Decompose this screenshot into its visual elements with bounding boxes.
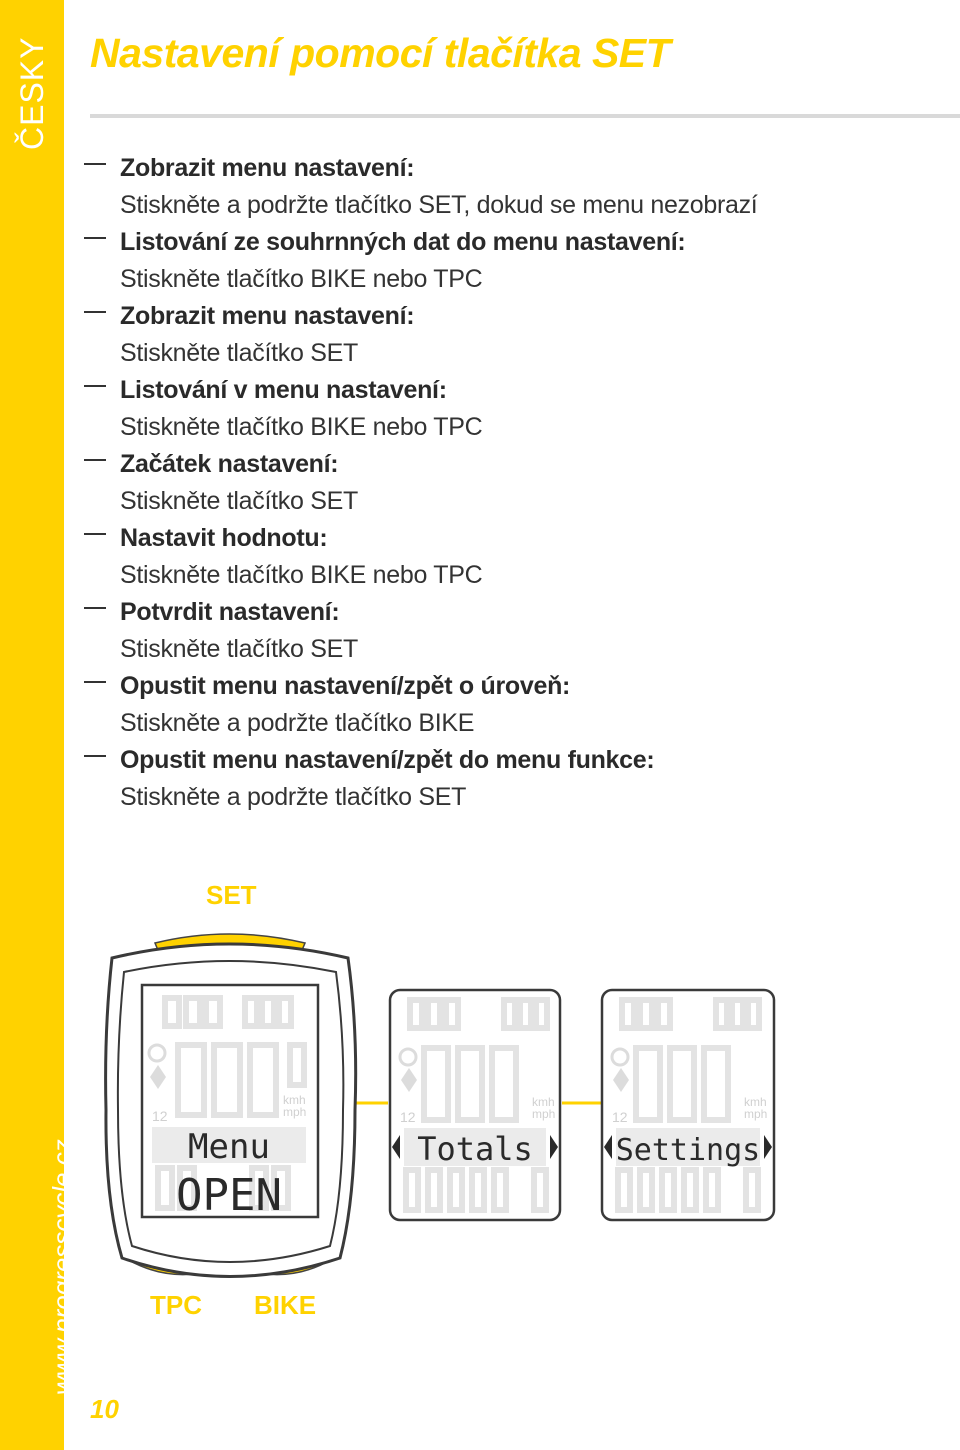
language-label: ČESKY — [14, 36, 50, 150]
item-description: Stiskněte a podržte tlačítko SET — [120, 783, 467, 811]
item-title: Opustit menu nastavení/zpět o úroveň: — [120, 672, 571, 700]
screen-settings — [602, 990, 774, 1220]
display-settings-text: Settings — [615, 1133, 761, 1168]
screen-totals — [390, 990, 560, 1220]
speed-num: 12 — [612, 1109, 628, 1125]
item-title: Zobrazit menu nastavení: — [120, 154, 415, 182]
item-title: Nastavit hodnotu: — [120, 524, 328, 552]
tpc-button-label: TPC — [150, 1290, 202, 1320]
unit-kmh: kmh — [283, 1093, 306, 1107]
item-title: Listování v menu nastavení: — [120, 376, 447, 404]
item-title: Potvrdit nastavení: — [120, 598, 340, 626]
unit-mph: mph — [744, 1107, 768, 1121]
main-device — [106, 934, 356, 1277]
item-title: Začátek nastavení: — [120, 450, 339, 478]
website-url[interactable]: www.progresscycle.cz — [47, 1139, 77, 1395]
speed-num: 12 — [152, 1108, 168, 1124]
speed-num: 12 — [400, 1109, 416, 1125]
unit-kmh: kmh — [532, 1095, 555, 1109]
item-title: Listování ze souhrnných dat do menu nastavení: — [120, 228, 686, 256]
set-button-label: SET — [206, 880, 257, 910]
item-description: Stiskněte tlačítko SET — [120, 487, 358, 515]
item-description: Stiskněte tlačítko SET — [120, 635, 358, 663]
item-description: Stiskněte a podržte tlačítko SET, dokud se menu nezobrazí — [120, 191, 758, 219]
item-description: Stiskněte tlačítko SET — [120, 339, 358, 367]
item-description: Stiskněte a podržte tlačítko BIKE — [120, 709, 475, 737]
item-title: Opustit menu nastavení/zpět do menu funkce: — [120, 746, 655, 774]
bike-button-label: BIKE — [254, 1290, 317, 1320]
display-totals-text: Totals — [417, 1130, 533, 1168]
page-title: Nastavení pomocí tlačítka SET — [90, 30, 671, 76]
unit-kmh: kmh — [744, 1095, 767, 1109]
page-number: 10 — [90, 1394, 119, 1424]
display-menu-text: Menu — [188, 1127, 270, 1167]
unit-mph: mph — [532, 1107, 556, 1121]
unit-mph: mph — [283, 1105, 307, 1119]
display-open-text: OPEN — [176, 1170, 282, 1221]
item-description: Stiskněte tlačítko BIKE nebo TPC — [120, 265, 483, 293]
item-description: Stiskněte tlačítko BIKE nebo TPC — [120, 413, 483, 441]
item-title: Zobrazit menu nastavení: — [120, 302, 415, 330]
item-description: Stiskněte tlačítko BIKE nebo TPC — [120, 561, 483, 589]
